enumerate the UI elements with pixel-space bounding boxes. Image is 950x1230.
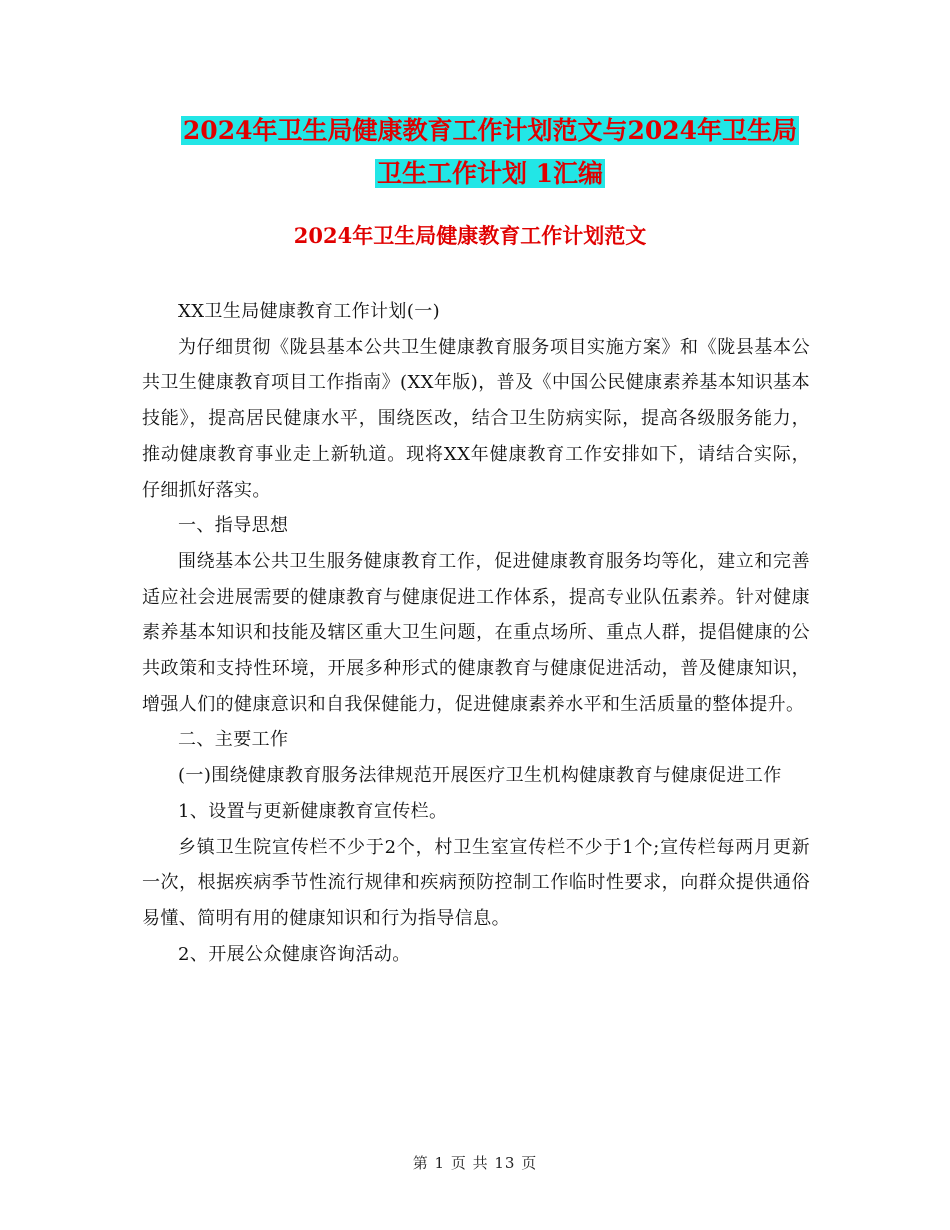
heading-main-work: 二、主要工作 <box>178 729 289 751</box>
heading-guiding-ideology: 一、指导思想 <box>178 515 289 537</box>
section-title: 2024年卫生局健康教育工作计划范文 <box>293 223 647 248</box>
title-highlight-1: 2024年卫生局健康教育工作计划范文与2024年卫生局 <box>182 116 798 145</box>
paragraph-guiding-ideology: 围绕基本公共卫生服务健康教育工作，促进健康教育服务均等化，建立和完善适应社会进展需要的健康教育与健康促进工作体系，提高专业队伍素养。针对健康素养基本知识和技能及辖区重大卫生问题，在重点场所、重点人群，提倡健康的公共政策和支持性环境，开展多种形式的健康教育与健康促进活动，普及健康知识，增强人们的健康意识和自我保健能力，促进健康素养水平和生活质量的整体提升。 <box>142 550 810 715</box>
document-body <box>142 294 810 972</box>
document-title-line-2 <box>140 153 840 195</box>
title-highlight-2: 卫生工作计划 1汇编 <box>376 159 604 188</box>
paragraph-bulletin-board: 乡镇卫生院宣传栏不少于2个，村卫生室宣传栏不少于1个;宣传栏每两月更新一次，根据疾病季节性流行规律和疾病预防控制工作临时性要求，向群众提供通俗易懂、简明有用的健康知识和行为指导信息。 <box>142 836 810 929</box>
paragraph-subsection-1: (一)围绕健康教育服务法律规范开展医疗卫生机构健康教育与健康促进工作 <box>178 765 782 787</box>
document-title-line-1 <box>140 110 840 152</box>
paragraph-item-1: 1、设置与更新健康教育宣传栏。 <box>178 800 448 822</box>
page-footer: 第 1 页 共 13 页 <box>412 1154 538 1172</box>
paragraph-plan-heading: XX卫生局健康教育工作计划(一) <box>178 301 441 322</box>
paragraph-item-2: 2、开展公众健康咨询活动。 <box>178 943 411 965</box>
paragraph-intro: 为仔细贯彻《陇县基本公共卫生健康教育服务项目实施方案》和《陇县基本公共卫生健康教育项目工作指南》(XX年版)，普及《中国公民健康素养基本知识基本技能》，提高居民健康水平，围绕医改，结合卫生防病实际，提高各级服务能力，推动健康教育事业走上新轨道。现将XX年健康教育工作安排如下，请结合实际，仔细抓好落实。 <box>142 336 810 501</box>
